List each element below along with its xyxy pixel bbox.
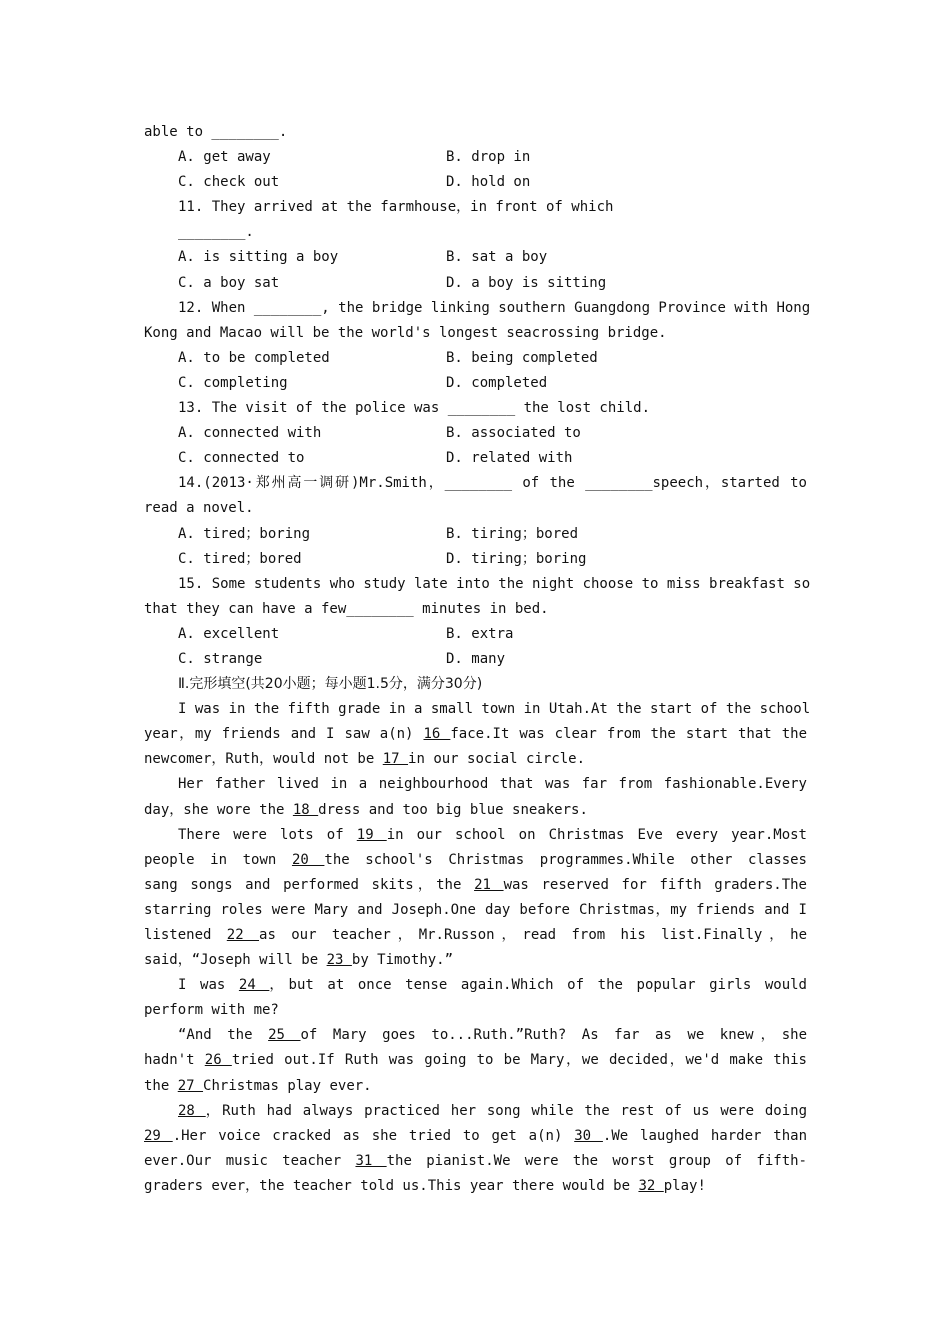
- q11-stem: 11. They arrived at the farmhouse，in front of which: [178, 199, 614, 216]
- q14-stem-line-1: 14.(2013·郑州高一调研)Mr.Smith，________ of the ________speech，started to: [178, 475, 807, 492]
- passage-text: hadn't: [144, 1052, 195, 1069]
- passage-p5-line-3: [144, 1074, 807, 1099]
- section-2-title: Ⅱ.完形填空(共20小题；每小题1.5分，满分30分): [178, 676, 483, 693]
- exam-page: [144, 120, 811, 1199]
- passage-text: of Mary goes to...Ruth.”Ruth? As far as we knew，she: [300, 1027, 808, 1044]
- q13-option-d: D. related with: [446, 450, 573, 467]
- blank-27: 27: [177, 1077, 204, 1094]
- passage-p6-line-3: [144, 1149, 807, 1174]
- q15-stem-line-2: that they can have a few________ minutes in bed.: [144, 600, 549, 617]
- passage-p4-line-2: perform with me?: [144, 1002, 279, 1019]
- blank-21: 21: [474, 876, 504, 893]
- q10-option-c: C. check out: [178, 174, 280, 191]
- passage-text: the school's Christmas programmes.While other classes: [324, 851, 807, 868]
- blank-30: 30: [574, 1127, 603, 1144]
- q13-options-row-2: [144, 446, 807, 471]
- blank-26: 26: [204, 1052, 232, 1069]
- passage-p3-line-1: [144, 823, 807, 848]
- passage-text: listened: [144, 927, 212, 943]
- q10-option-b: B. drop in: [446, 149, 531, 166]
- blank-19: 19: [356, 826, 387, 843]
- q13-stem: 13. The visit of the police was ________ the lost child.: [178, 400, 651, 417]
- q11-option-b: B. sat a boy: [446, 249, 548, 266]
- blank-20: 20: [291, 851, 325, 868]
- blank-16: 16: [423, 726, 451, 743]
- q15-option-a: A. excellent: [178, 625, 280, 642]
- passage-p2-line-2: [144, 798, 807, 823]
- passage-text: as our teacher，Mr.Russon，read from his list.Finally，he: [259, 927, 807, 943]
- q14-stem-line-2: read a novel.: [144, 500, 254, 517]
- q11-options-row-1: [144, 245, 807, 270]
- passage-text: sang songs and performed skits，the: [144, 876, 462, 893]
- q13-option-c: C. connected to: [178, 450, 305, 467]
- passage-text: tried out.If Ruth was going to be Mary，we decided，we'd make this: [231, 1052, 807, 1069]
- passage-p5-line-1: [144, 1023, 807, 1048]
- q10-options-row-2: [144, 170, 807, 195]
- q13-option-a: A. connected with: [178, 425, 322, 442]
- q10-options-row-1: [144, 145, 807, 170]
- passage-text: ever.Our music teacher: [144, 1152, 342, 1169]
- passage-text: said，“Joseph will be: [144, 952, 319, 969]
- q13-option-b: B. associated to: [446, 425, 581, 442]
- q13-options-row-1: [144, 421, 807, 446]
- passage-p3-line-6: [144, 948, 807, 973]
- q15-options-row-1: [144, 622, 807, 647]
- passage-text: There were lots of: [178, 826, 344, 843]
- q12-stem-line-2: Kong and Macao will be the world's longest seacrossing bridge.: [144, 324, 667, 341]
- passage-text: I was: [178, 977, 226, 994]
- q10-option-a: A. get away: [178, 149, 271, 166]
- passage-p6-line-1: [144, 1099, 807, 1124]
- q12-option-a: A. to be completed: [178, 349, 330, 366]
- passage-p6-line-4: [144, 1174, 807, 1199]
- q15-stem-line-1: 15. Some students who study late into the night choose to miss breakfast so: [178, 575, 811, 592]
- q15-options-row-2: [144, 647, 807, 672]
- q14-option-a: A. tired；boring: [178, 525, 311, 542]
- q12-option-d: D. completed: [446, 374, 548, 391]
- passage-text: year，my friends and I saw a(n): [144, 726, 414, 743]
- passage-text: .Her voice cracked as she tried to get a(n): [172, 1127, 563, 1144]
- q14-options-row-2: [144, 547, 807, 572]
- blank-22: 22: [226, 927, 260, 943]
- passage-text: face.It was clear from the start that the: [450, 726, 807, 743]
- passage-text: in our school on Christmas Eve every year.Most: [386, 826, 807, 843]
- passage-p1-line-3: [144, 747, 807, 772]
- q14-options-row-1: [144, 522, 807, 547]
- passage-text: dress and too big blue sneakers.: [318, 801, 588, 818]
- q11-options-row-2: [144, 271, 807, 296]
- passage-p5-line-2: [144, 1048, 807, 1073]
- passage-text: .We laughed harder than: [602, 1127, 807, 1144]
- q11-blank-line: ________.: [178, 224, 254, 241]
- blank-31: 31: [355, 1152, 387, 1169]
- blank-29: 29: [144, 1127, 173, 1144]
- passage-text: was reserved for fifth graders.The: [503, 876, 807, 893]
- passage-p6-line-2: [144, 1124, 807, 1149]
- passage-p3-line-5: [144, 923, 807, 948]
- passage-p3-line-4: starring roles were Mary and Joseph.One day before Christmas，my friends and I: [144, 901, 807, 918]
- passage-p3-line-2: [144, 848, 807, 873]
- passage-text: people in town: [144, 851, 277, 868]
- blank-32: 32: [638, 1177, 664, 1194]
- q15-option-d: D. many: [446, 650, 506, 667]
- passage-text: ，but at once tense again.Which of the popular girls would: [269, 977, 807, 994]
- q10-stem-tail: able to ________.: [144, 124, 288, 140]
- passage-text: Christmas play ever.: [203, 1077, 372, 1094]
- q12-options-row-1: [144, 346, 807, 371]
- passage-text: newcomer，Ruth，would not be: [144, 751, 375, 768]
- passage-p1-line-1: I was in the fifth grade in a small town in Utah.At the start of the school: [178, 701, 811, 718]
- passage-text: ，Ruth had always practiced her song while the rest of us were doing: [205, 1102, 808, 1119]
- passage-text: by Timothy.”: [351, 952, 454, 969]
- q10-option-d: D. hold on: [446, 174, 531, 191]
- blank-24: 24: [238, 977, 270, 994]
- passage-p3-line-3: [144, 873, 807, 898]
- passage-text: in our social circle.: [408, 751, 586, 768]
- passage-text: the: [144, 1077, 170, 1094]
- q15-option-b: B. extra: [446, 625, 514, 642]
- q14-option-c: C. tired；bored: [178, 550, 302, 567]
- blank-17: 17: [382, 751, 409, 768]
- passage-text: “And the: [178, 1027, 253, 1044]
- q11-option-d: D. a boy is sitting: [446, 274, 607, 291]
- q11-option-c: C. a boy sat: [178, 274, 280, 291]
- passage-p1-line-2: [144, 722, 807, 747]
- q12-option-c: C. completing: [178, 374, 288, 391]
- q12-options-row-2: [144, 371, 807, 396]
- passage-p4-line-1: [144, 973, 807, 998]
- blank-18: 18: [292, 801, 319, 818]
- q12-stem-line-1: 12. When ________, the bridge linking southern Guangdong Province with Hong: [178, 299, 811, 316]
- passage-text: play!: [663, 1177, 706, 1194]
- q15-option-c: C. strange: [178, 650, 263, 667]
- q12-option-b: B. being completed: [446, 349, 598, 366]
- q14-option-b: B. tiring；bored: [446, 525, 579, 542]
- passage-text: day，she wore the: [144, 801, 285, 818]
- q11-option-a: A. is sitting a boy: [178, 249, 339, 266]
- passage-p2-line-1: Her father lived in a neighbourhood that was far from fashionable.Every: [178, 776, 807, 793]
- passage-text: graders ever，the teacher told us.This year there would be: [144, 1177, 631, 1194]
- q14-option-d: D. tiring；boring: [446, 550, 587, 567]
- passage-text: the pianist.We were the worst group of fifth-: [386, 1152, 807, 1169]
- blank-23: 23: [326, 952, 352, 969]
- blank-28: 28: [178, 1102, 206, 1119]
- blank-25: 25: [268, 1027, 301, 1044]
